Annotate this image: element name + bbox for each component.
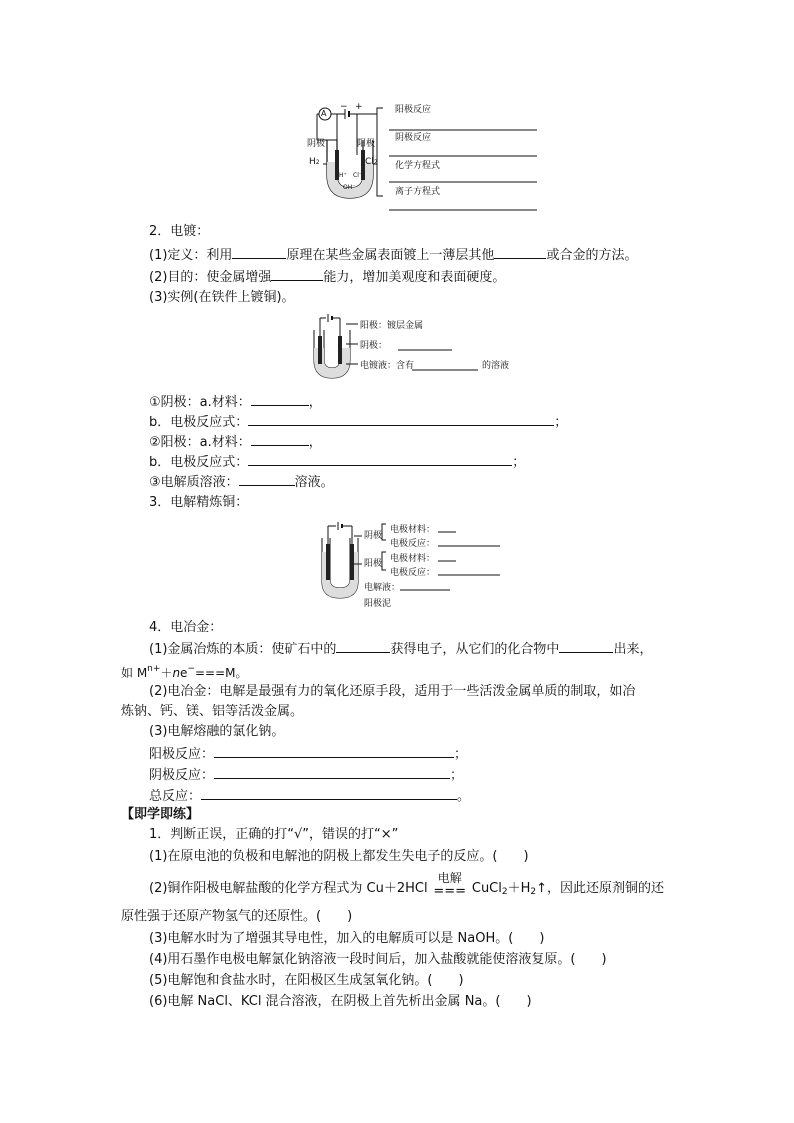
- question-2: (2)铜作阳极电解盐酸的化学方程式为 Cu＋2HCl 电解 === $CuCl_2+H_2↑$，因此还原剂铜的还: [149, 871, 665, 899]
- blank-ability[interactable]: [271, 267, 323, 281]
- blank-electrolyte[interactable]: [239, 472, 295, 486]
- electrolysis-condition: 电解 ===: [433, 871, 467, 899]
- cathode-reaction-line: b．电极反应式： ；: [149, 412, 567, 432]
- refining-cathode-reaction: 电极反应：: [390, 539, 436, 549]
- blank-reduced[interactable]: [559, 639, 613, 653]
- blank-molten-cathode[interactable]: [214, 765, 450, 779]
- plating-solution-suffix: 的溶液: [482, 361, 510, 371]
- electroplating-heading: 2．电镀：: [149, 224, 210, 239]
- molten-total-line: 总反应： 。: [149, 786, 470, 806]
- metallurgy-equation: 如 $M^{n+}+ne^-===M$。: [121, 664, 248, 680]
- molten-anode-line: 阳极反应： ；: [149, 744, 467, 764]
- metallurgy-essence-line: (1)金属冶炼的本质：使矿石中的 获得电子，从它们的化合物中 出来，: [149, 639, 652, 659]
- question-6: (6)电解 NaCl、KCl 混合溶液，在阴极上首先析出金属 Na。( ): [149, 994, 532, 1009]
- fig1-label-ionic-equation: 离子方程式: [395, 187, 441, 197]
- anode-label: 阳极: [357, 139, 376, 149]
- refining-diagram: [318, 520, 508, 610]
- refining-heading: 3．电解精炼铜：: [149, 495, 249, 510]
- blank-anode-material[interactable]: [251, 432, 309, 446]
- plating-anode-label: 阳极：镀层金属: [360, 321, 424, 331]
- plus-sign: +: [355, 102, 363, 112]
- ion-oh-label: OH⁻: [343, 184, 356, 191]
- fig1-label-anode-reaction: 阳极反应: [395, 105, 432, 115]
- fig1-label-cathode-reaction: 阴极反应: [395, 133, 432, 143]
- question-1: (1)在原电池的负极和电解池的阴极上都发生失电子的反应。( ): [149, 849, 529, 864]
- ion-cl-label: Cl⁻: [353, 172, 363, 179]
- cathode-material-line: ①阴极：a.材料： ，: [149, 392, 322, 412]
- practice-intro: 1．判断正误，正确的打“√”，错误的打“×”: [149, 827, 399, 842]
- blank-molten-total[interactable]: [201, 786, 457, 800]
- question-2-cont: 原性强于还原产物氢气的还原性。( ): [121, 909, 353, 924]
- refining-anode-label: 阳极: [364, 559, 383, 569]
- anode-reaction-line: b．电极反应式： ；: [149, 452, 525, 472]
- question-3: (3)电解水时为了增强其导电性，加入的电解质可以是 NaOH。( ): [149, 931, 545, 946]
- hydrogen-label: H2: [309, 157, 320, 167]
- blank-cathode-reaction[interactable]: [248, 412, 554, 426]
- electroplating-example: (3)实例(在铁件上镀铜)。: [149, 290, 295, 305]
- plating-solution-label: 电镀液：含有: [360, 361, 415, 371]
- blank-metal-ions[interactable]: [336, 639, 390, 653]
- anode-mud-label: 阳极泥: [364, 599, 392, 609]
- blank-molten-anode[interactable]: [214, 744, 454, 758]
- electrolysis-diagram-1: [305, 100, 545, 212]
- question-4: (4)用石墨作电极电解氯化钠溶液一段时间后，加入盐酸就能使溶液复原。( ): [149, 952, 607, 967]
- blank-anode-reaction[interactable]: [248, 452, 512, 466]
- electrometallurgy-heading: 4．电冶金：: [149, 620, 223, 635]
- electrometallurgy-desc-1: (2)电冶金：电解是最强有力的氧化还原手段，适用于一些活泼金属单质的制取，如冶: [149, 684, 636, 699]
- cathode-label: 阴极: [307, 139, 326, 149]
- minus-sign: −: [340, 102, 348, 112]
- ion-h-label: H⁺: [339, 172, 347, 179]
- fig1-label-chemical-equation: 化学方程式: [395, 161, 441, 171]
- refining-anode-material: 电极材料：: [390, 554, 436, 564]
- refining-anode-reaction: 电极反应：: [390, 568, 436, 578]
- practice-title: 【即学即练】: [121, 807, 200, 822]
- blank-cathode-material[interactable]: [251, 392, 309, 406]
- electrometallurgy-desc-2: 炼钠、钙、镁、铝等活泼金属。: [121, 704, 304, 719]
- electroplating-diagram: [302, 312, 532, 380]
- molten-nacl-heading: (3)电解熔融的氯化钠。: [149, 724, 285, 739]
- refining-cathode-label: 阴极: [364, 531, 383, 541]
- molten-cathode-line: 阴极反应： ；: [149, 765, 463, 785]
- electrolyte-line: ③电解质溶液： 溶液。: [149, 472, 334, 492]
- blank-principle[interactable]: [232, 245, 286, 259]
- ammeter-label: A: [321, 109, 327, 118]
- chlorine-label: Cl2: [365, 157, 378, 167]
- refining-cathode-material: 电极材料：: [390, 525, 436, 535]
- refining-electrolyte-label: 电解液：: [364, 583, 401, 593]
- anode-material-line: ②阳极：a.材料： ，: [149, 432, 322, 452]
- plating-cathode-label: 阴极：: [360, 341, 388, 351]
- question-5: (5)电解饱和食盐水时，在阳极区生成氢氧化钠。( ): [149, 973, 464, 988]
- electroplating-definition: (1)定义：利用 原理在某些金属表面镀上一薄层其他 或合金的方法。: [149, 245, 637, 265]
- electroplating-purpose: (2)目的：使金属增强 能力，增加美观度和表面硬度。: [149, 267, 505, 287]
- blank-metal[interactable]: [494, 245, 546, 259]
